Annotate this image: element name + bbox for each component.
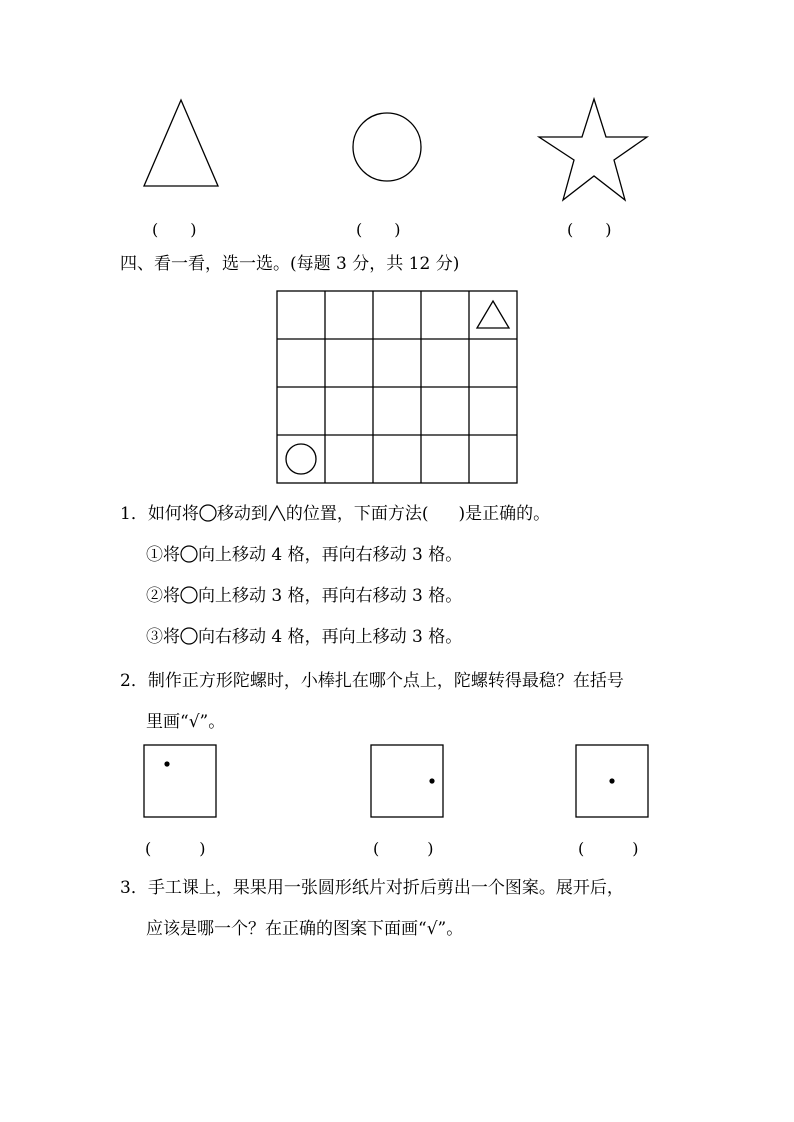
- question-number: 2．: [120, 671, 148, 691]
- answer-blank-circle[interactable]: ( ): [356, 220, 401, 239]
- square-dot-top-left: [143, 744, 219, 820]
- circle-icon: [180, 627, 198, 645]
- question-number: 1．: [120, 504, 148, 524]
- dot-icon: [164, 761, 169, 766]
- circle-icon: [199, 504, 217, 522]
- star-shape: [534, 96, 652, 206]
- answer-blank-square-1[interactable]: ( ): [145, 839, 206, 858]
- square-dot-right: [370, 744, 446, 820]
- triangle-icon: [268, 504, 286, 522]
- question-1-stem: 1．如何将 移动到 的位置，下面方法( )是正确的。: [120, 504, 551, 524]
- dot-icon: [429, 778, 434, 783]
- answer-blank-square-2[interactable]: ( ): [373, 839, 434, 858]
- q1-option-3[interactable]: ③将 向右移动 4 格，再向上移动 3 格。: [146, 627, 463, 647]
- grid-triangle-icon: [477, 301, 509, 328]
- movement-grid: [276, 290, 519, 484]
- circle-icon: [180, 586, 198, 604]
- answer-blank-triangle[interactable]: ( ): [152, 220, 197, 239]
- question-3-stem: 3．手工课上，果果用一张圆形纸片对折后剪出一个图案。展开后，: [120, 878, 624, 898]
- q1-option-1[interactable]: ①将 向上移动 4 格，再向右移动 3 格。: [146, 545, 463, 565]
- question-2-stem: 2．制作正方形陀螺时，小棒扎在哪个点上，陀螺转得最稳？在括号: [120, 671, 624, 691]
- dot-icon: [609, 778, 614, 783]
- circle-icon: [180, 545, 198, 563]
- question-3-stem-line2: 应该是哪一个？在正确的图案下面画“√”。: [146, 919, 464, 939]
- answer-blank-square-3[interactable]: ( ): [578, 839, 639, 858]
- q1-option-2[interactable]: ②将 向上移动 3 格，再向右移动 3 格。: [146, 586, 463, 606]
- answer-blank-star[interactable]: ( ): [567, 220, 612, 239]
- question-number: 3．: [120, 878, 148, 898]
- section-four-heading: 四、看一看，选一选。(每题 3 分，共 12 分): [120, 254, 460, 274]
- triangle-shape: [140, 96, 224, 192]
- square-dot-center: [575, 744, 651, 820]
- grid-circle-icon: [286, 444, 316, 474]
- question-2-stem-line2: 里画“√”。: [146, 712, 226, 732]
- circle-shape: [350, 110, 426, 186]
